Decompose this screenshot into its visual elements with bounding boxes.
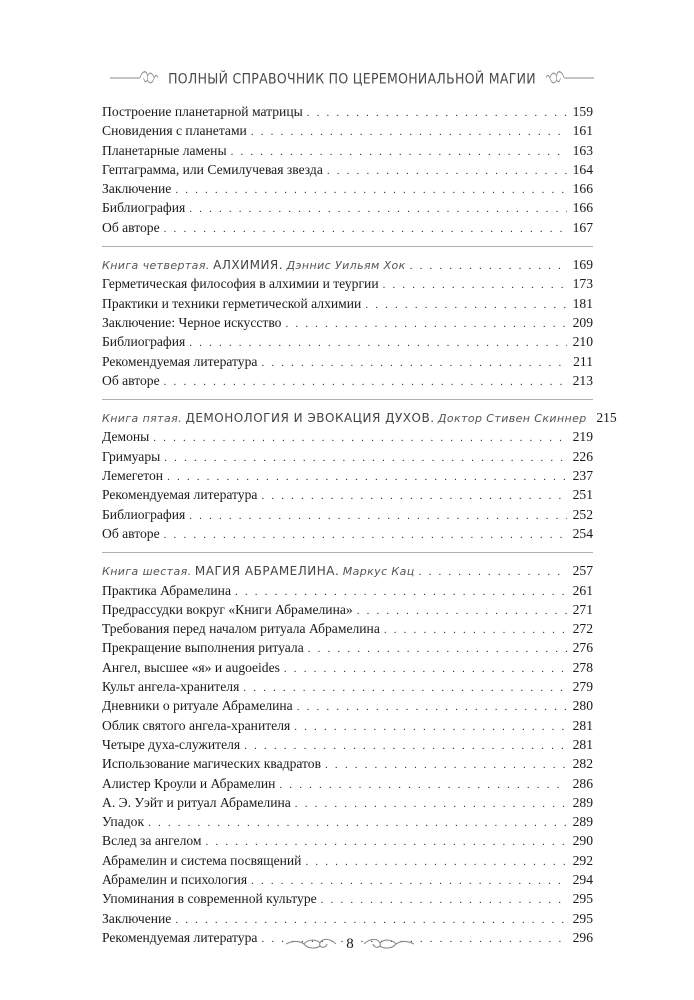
book-title: МАГИЯ АБРАМЕЛИНА.	[194, 564, 340, 579]
page-ref: 166	[572, 181, 593, 197]
leader-dots	[294, 718, 567, 737]
toc-group	[102, 427, 593, 543]
page-ref: 211	[573, 353, 593, 369]
toc-entry[interactable]	[102, 889, 593, 908]
leader-dots	[297, 698, 567, 717]
toc-entry[interactable]	[102, 793, 593, 812]
leader-dots	[164, 526, 567, 545]
leader-dots	[251, 123, 567, 142]
flourish-ornament-icon	[364, 936, 414, 952]
toc-entry-title: Упоминания в современной культуре	[102, 891, 317, 907]
toc-entry[interactable]	[102, 179, 593, 198]
toc-book-entry[interactable]	[102, 408, 617, 427]
toc-entry-title: Упадок	[102, 814, 145, 830]
page-ref: 209	[572, 314, 593, 330]
leader-dots	[295, 795, 567, 814]
toc-entry-title: Абрамелин и система посвящений	[102, 852, 302, 868]
leader-dots	[327, 162, 567, 181]
leader-dots	[189, 200, 567, 219]
toc-entry[interactable]	[102, 294, 593, 313]
leader-dots	[285, 315, 567, 334]
toc-entry[interactable]	[102, 831, 593, 850]
page-footer	[250, 932, 450, 956]
toc-entry-title: Библиография	[102, 200, 186, 216]
toc-entry[interactable]	[102, 102, 593, 121]
toc-entry-title: Об авторе	[102, 372, 160, 388]
leader-dots	[189, 507, 567, 526]
toc-group	[102, 102, 593, 237]
page-ref: 294	[572, 871, 593, 887]
toc-entry[interactable]	[102, 121, 593, 140]
page-ref: 173	[572, 276, 593, 292]
leader-dots	[164, 449, 567, 468]
leader-dots	[308, 640, 567, 659]
page-ref: 286	[572, 775, 593, 791]
toc-entry-title: Библиография	[102, 334, 186, 350]
toc-entry[interactable]	[102, 851, 593, 870]
page-ref: 161	[572, 123, 593, 139]
toc-entry-title: Сновидения с планетами	[102, 123, 247, 139]
leader-dots	[305, 853, 567, 872]
table-of-contents	[102, 102, 617, 947]
page-number: 8	[346, 935, 354, 952]
toc-entry[interactable]	[102, 812, 593, 831]
toc-entry[interactable]	[102, 466, 593, 485]
toc-entry[interactable]	[102, 447, 593, 466]
page-ref: 169	[572, 257, 593, 273]
leader-dots	[383, 276, 567, 295]
toc-entry-title: Дневники о ритуале Абрамелина	[102, 698, 293, 714]
toc-book-entry[interactable]	[102, 561, 593, 580]
toc-entry[interactable]	[102, 505, 593, 524]
leader-dots	[410, 257, 567, 276]
leader-dots	[148, 814, 567, 833]
toc-entry-title: Построение планетарной матрицы	[102, 104, 303, 119]
flourish-ornament-icon	[110, 66, 158, 90]
toc-entry-title: Заключение	[102, 910, 172, 926]
toc-entry-title: Об авторе	[102, 525, 160, 541]
page-ref: 290	[572, 833, 593, 849]
flourish-ornament-icon	[546, 66, 594, 90]
flourish-ornament-icon	[286, 936, 336, 952]
page-ref: 261	[572, 582, 593, 598]
toc-entry-title: Алистер Кроули и Абрамелин	[102, 775, 276, 791]
toc-entry-title: Прекращение выполнения ритуала	[102, 640, 304, 656]
book-number: Книга четвертая.	[102, 259, 210, 273]
page-ref: 213	[572, 372, 593, 388]
toc-entry[interactable]	[102, 600, 593, 619]
toc-entry[interactable]	[102, 581, 593, 600]
book-number: Книга шестая.	[102, 565, 192, 579]
toc-group	[102, 274, 593, 390]
toc-entry[interactable]	[102, 638, 593, 657]
running-head-title: ПОЛНЫЙ СПРАВОЧНИК ПО ЦЕРЕМОНИАЛЬНОЙ МАГИИ	[168, 69, 536, 87]
book-author: Доктор Стивен Скиннер	[437, 412, 587, 426]
toc-entry-title: Библиография	[102, 506, 186, 522]
leader-dots	[384, 621, 567, 640]
leader-dots	[419, 563, 567, 582]
page-ref: 167	[572, 219, 593, 235]
section-separator	[102, 246, 593, 247]
toc-entry[interactable]	[102, 696, 593, 715]
leader-dots	[321, 891, 567, 910]
page-ref: 215	[596, 410, 617, 426]
running-head	[110, 66, 594, 90]
toc-entry-title: Рекомендуемая литература	[102, 353, 258, 369]
toc-entry-title: Требования перед началом ритуала Абрамелина	[102, 621, 380, 637]
toc-entry-title: Культ ангела-хранителя	[102, 679, 240, 695]
page-ref: 252	[572, 506, 593, 522]
page-ref: 281	[572, 736, 593, 752]
section-separator	[102, 552, 593, 553]
toc-entry[interactable]	[102, 754, 593, 773]
toc-entry-title: Рекомендуемая литература	[102, 487, 258, 503]
toc-entry[interactable]	[102, 332, 593, 351]
leader-dots	[279, 776, 567, 795]
toc-entry[interactable]	[102, 485, 593, 504]
page-ref: 289	[572, 814, 593, 830]
toc-entry-title: Практика Абрамелина	[102, 582, 231, 598]
toc-entry-title: Гримуары	[102, 448, 161, 464]
toc-entry[interactable]	[102, 160, 593, 179]
leader-dots	[307, 104, 567, 123]
page-ref: 272	[572, 621, 593, 637]
toc-entry[interactable]	[102, 371, 593, 390]
page-ref: 257	[572, 563, 593, 579]
toc-entry[interactable]	[102, 198, 593, 217]
toc-entry[interactable]	[102, 909, 593, 928]
toc-group	[102, 581, 593, 948]
toc-entry[interactable]	[102, 352, 593, 371]
page-ref: 279	[572, 679, 593, 695]
toc-entry[interactable]	[102, 524, 593, 543]
page-ref: 292	[572, 852, 593, 868]
leader-dots	[284, 660, 567, 679]
toc-entry[interactable]	[102, 774, 593, 793]
toc-entry[interactable]	[102, 658, 593, 677]
page-ref: 295	[572, 910, 593, 926]
leader-dots	[153, 429, 567, 448]
leader-dots	[325, 756, 567, 775]
page-ref: 280	[572, 698, 593, 714]
toc-entry-title: Демоны	[102, 429, 150, 445]
toc-entry[interactable]	[102, 735, 593, 754]
leader-dots	[261, 487, 567, 506]
toc-entry[interactable]	[102, 313, 593, 332]
page-ref: 159	[572, 104, 593, 119]
toc-entry-title: Ангел, высшее «я» и augoeides	[102, 659, 280, 675]
toc-entry-title: Четыре духа-служителя	[102, 736, 241, 752]
toc-entry-title: Рекомендуемая литература	[102, 929, 258, 945]
toc-entry-title: Абрамелин и психология	[102, 871, 248, 887]
page-ref: 210	[572, 334, 593, 350]
toc-entry[interactable]	[102, 141, 593, 160]
toc-entry-title: Практики и техники герметической алхимии	[102, 295, 362, 311]
toc-entry-title: Планетарные ламены	[102, 142, 227, 158]
toc-entry[interactable]	[102, 218, 593, 237]
book-author: Маркус Кац	[342, 565, 415, 579]
leader-dots	[357, 602, 567, 621]
page-ref: 237	[572, 468, 593, 484]
toc-entry-title: Заключение	[102, 181, 172, 197]
toc-entry[interactable]	[102, 619, 593, 638]
page-ref: 276	[572, 640, 593, 656]
leader-dots	[164, 373, 567, 392]
toc-entry-title: А. Э. Уэйт и ритуал Абрамелина	[102, 794, 291, 810]
toc-entry[interactable]	[102, 274, 593, 293]
toc-entry-title: Облик святого ангела-хранителя	[102, 717, 291, 733]
page-ref: 278	[572, 659, 593, 675]
toc-entry-title: Заключение: Черное искусство	[102, 314, 282, 330]
toc-entry[interactable]	[102, 716, 593, 735]
page-ref: 163	[572, 142, 593, 158]
toc-entry-title: Об авторе	[102, 219, 160, 235]
page-ref: 295	[572, 891, 593, 907]
leader-dots	[175, 181, 567, 200]
page-ref: 282	[572, 756, 593, 772]
book-title: ДЕМОНОЛОГИЯ И ЭВОКАЦИЯ ДУХОВ.	[185, 411, 435, 426]
toc-entry-title: Вслед за ангелом	[102, 833, 202, 849]
page-ref: 166	[572, 200, 593, 216]
toc-entry[interactable]	[102, 870, 593, 889]
toc-book-entry[interactable]	[102, 255, 593, 274]
page-ref: 219	[572, 429, 593, 445]
toc-entry[interactable]	[102, 677, 593, 696]
page-ref: 271	[572, 601, 593, 617]
leader-dots	[365, 296, 567, 315]
toc-entry[interactable]	[102, 427, 593, 446]
book-number: Книга пятая.	[102, 412, 183, 426]
book-title: АЛХИМИЯ.	[213, 258, 284, 273]
toc-entry-title: Герметическая философия в алхимии и теургии	[102, 276, 379, 292]
page-ref: 281	[572, 717, 593, 733]
toc-entry-title: Использование магических квадратов	[102, 756, 322, 772]
page-ref: 181	[572, 295, 593, 311]
leader-dots	[164, 220, 567, 239]
page-ref: 289	[572, 794, 593, 810]
page-ref: 251	[572, 487, 593, 503]
page-ref: 164	[572, 161, 593, 177]
page-ref: 226	[572, 448, 593, 464]
leader-dots	[261, 354, 567, 373]
book-author: Дэннис Уильям Хок	[286, 259, 406, 273]
section-separator	[102, 399, 593, 400]
toc-entry-title: Лемегетон	[102, 468, 164, 484]
toc-entry-title: Гептаграмма, или Семилучевая звезда	[102, 161, 323, 177]
page-ref: 254	[572, 525, 593, 541]
toc-entry-title: Предрассудки вокруг «Книги Абрамелина»	[102, 601, 353, 617]
page-ref: 296	[572, 929, 593, 945]
